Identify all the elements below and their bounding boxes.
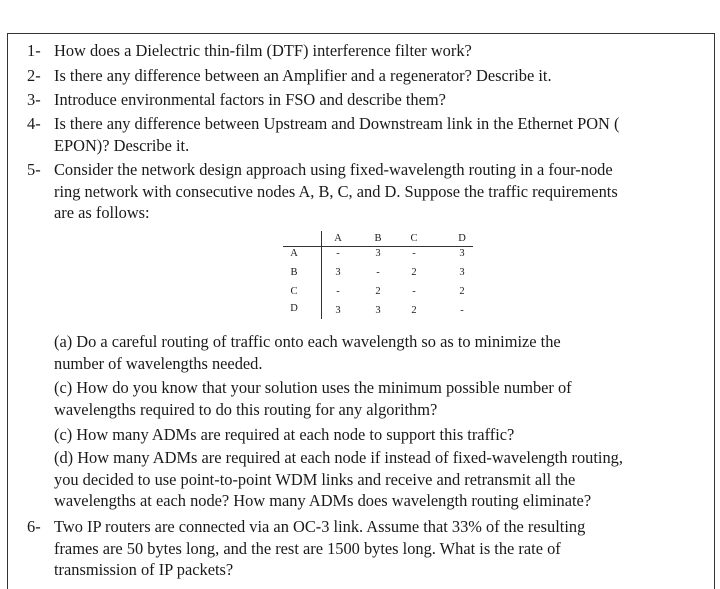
subquestion-line: wavelengths required to do this routing for any algorithm?: [54, 399, 438, 419]
question-number: 6-: [27, 517, 41, 536]
question-text: [54, 159, 618, 224]
question-line: transmission of IP packets?: [54, 560, 234, 579]
table-cell: -: [412, 248, 416, 259]
question-text: [54, 89, 446, 111]
subquestion-line: wavelengths at each node? How many ADMs does wavelength routing eliminate?: [54, 491, 592, 510]
question-line: frames are 50 bytes long, and the rest are 1500 bytes long. What is the rate of: [54, 538, 561, 558]
traffic-table: [275, 228, 475, 318]
subquestion-line: (c) How do you know that your solution uses the minimum possible number of: [54, 378, 572, 397]
question-number: 2-: [27, 66, 41, 85]
question-number: 1-: [27, 41, 41, 60]
subquestion-c-1: [54, 377, 572, 420]
row-header: B: [290, 267, 298, 278]
subquestion-a: [54, 331, 561, 374]
question-line: Introduce environmental factors in FSO and describe them?: [54, 90, 446, 109]
question-line: Consider the network design approach using fixed-wavelength routing in a four-node: [54, 160, 613, 179]
table-cell: 3: [459, 248, 465, 259]
question-line: Is there any difference between an Amplifier and a regenerator? Describe it.: [54, 66, 552, 85]
question-line: Is there any difference between Upstream and Downstream link in the Ethernet PON (: [54, 114, 620, 133]
subquestion-line: (d) How many ADMs are required at each node if instead of fixed-wavelength routing,: [54, 448, 623, 467]
question-line: EPON)? Describe it.: [54, 135, 190, 155]
question-text: [54, 40, 472, 62]
table-horizontal-rule: [283, 246, 473, 247]
table-cell: 3: [335, 305, 341, 316]
question-text: [54, 516, 585, 581]
question-number: 4-: [27, 114, 41, 133]
row-header: C: [290, 286, 298, 297]
table-cell: -: [336, 286, 340, 297]
question-text: [54, 65, 552, 87]
table-cell: 3: [375, 305, 381, 316]
table-cell: -: [412, 286, 416, 297]
row-header: D: [290, 303, 298, 314]
question-number: 3-: [27, 90, 41, 109]
subquestion-d: [54, 447, 623, 512]
table-cell: 2: [375, 286, 381, 297]
column-header: B: [374, 233, 382, 244]
table-cell: -: [376, 267, 380, 278]
table-cell: 2: [411, 305, 417, 316]
table-vertical-rule: [321, 231, 322, 319]
column-header: C: [410, 233, 418, 244]
question-number: 5-: [27, 160, 41, 179]
row-header: A: [290, 248, 298, 259]
question-line: How does a Dielectric thin-film (DTF) interference filter work?: [54, 41, 472, 60]
question-text: [54, 113, 619, 156]
table-cell: -: [336, 248, 340, 259]
table-cell: 3: [459, 267, 465, 278]
table-cell: -: [460, 305, 464, 316]
table-cell: 3: [375, 248, 381, 259]
subquestion-line: number of wavelengths needed.: [54, 353, 263, 373]
table-cell: 2: [411, 267, 417, 278]
subquestion-line: you decided to use point-to-point WDM links and receive and retransmit all the: [54, 469, 576, 489]
question-line: are as follows:: [54, 203, 150, 222]
column-header: D: [458, 233, 466, 244]
subquestion-line: (a) Do a careful routing of traffic onto each wavelength so as to minimize the: [54, 332, 561, 351]
subquestion-line: (c) How many ADMs are required at each node to support this traffic?: [54, 425, 515, 444]
table-cell: 3: [335, 267, 341, 278]
subquestion-c-2: [54, 424, 514, 446]
column-header: A: [334, 233, 342, 244]
table-cell: 2: [459, 286, 465, 297]
question-line: Two IP routers are connected via an OC-3 link. Assume that 33% of the resulting: [54, 517, 586, 536]
question-line: ring network with consecutive nodes A, B, C, and D. Suppose the traffic requirements: [54, 181, 618, 201]
